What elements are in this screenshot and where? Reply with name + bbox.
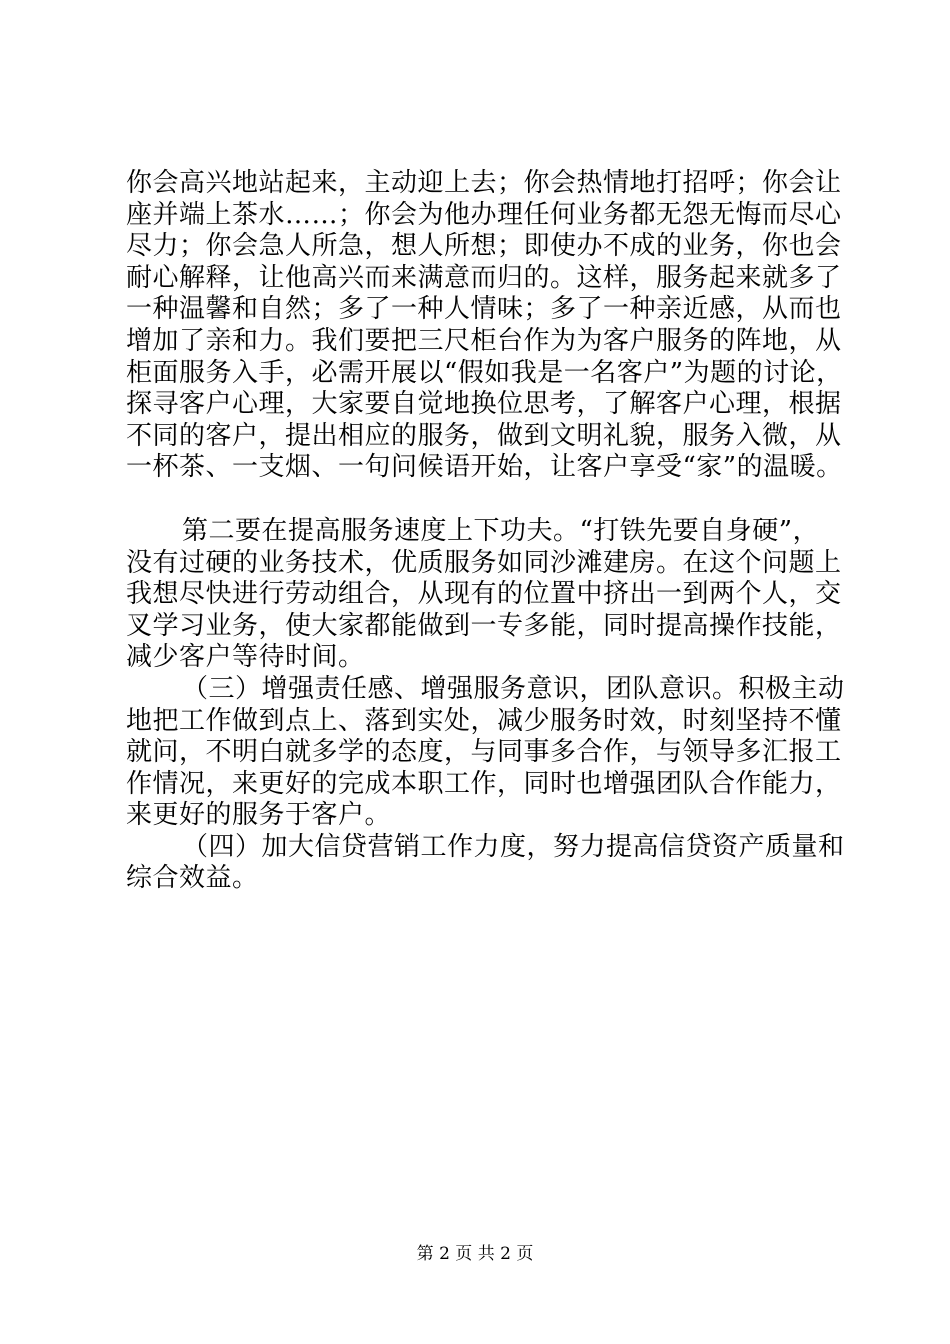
- paragraph: [126, 831, 845, 895]
- paragraph: [126, 516, 842, 674]
- paragraph-gap: [126, 484, 842, 516]
- text-line: 一种温馨和自然；多了一种人情味；多了一种亲近感，从而也: [126, 294, 842, 325]
- text-line: （三）增强责任感、增强服务意识，团队意识。积极主动: [182, 673, 845, 704]
- text-line: 我想尽快进行劳动组合，从现有的位置中挤出一到两个人，交: [126, 579, 842, 610]
- text-line: 尽力；你会急人所急，想人所想；即使办不成的业务，你也会: [126, 231, 842, 262]
- text-line: 座并端上茶水……；你会为他办理任何业务都无怨无悔而尽心: [126, 199, 842, 230]
- paragraph: [126, 168, 842, 484]
- text-line: 没有过硬的业务技术，优质服务如同沙滩建房。在这个问题上: [126, 547, 842, 578]
- text-line: 减少客户等待时间。: [126, 642, 365, 673]
- text-line: 不同的客户，提出相应的服务，做到文明礼貌，服务入微，从: [126, 420, 842, 451]
- page-number-footer: 第 2 页 共 2 页: [416, 1244, 534, 1264]
- text-line: 来更好的服务于客户。: [126, 800, 392, 831]
- text-line: （四）加大信贷营销工作力度，努力提高信贷资产质量和: [182, 831, 845, 862]
- text-line: 地把工作做到点上、落到实处，减少服务时效，时刻坚持不懂: [126, 705, 842, 736]
- text-line: 作情况，来更好的完成本职工作，同时也增强团队合作能力，: [126, 768, 842, 799]
- text-line: 耐心解释，让他高兴而来满意而归的。这样，服务起来就多了: [126, 262, 842, 293]
- text-line: 第二要在提高服务速度上下功夫。“打铁先要自身硬”，: [182, 515, 820, 546]
- text-line: 叉学习业务，使大家都能做到一专多能，同时提高操作技能，: [126, 610, 842, 641]
- text-line: 你会高兴地站起来，主动迎上去；你会热情地打招呼；你会让: [126, 168, 842, 198]
- text-line: 探寻客户心理，大家要自觉地换位思考，了解客户心理，根据: [126, 389, 842, 420]
- text-line: 增加了亲和力。我们要把三尺柜台作为为客户服务的阵地，从: [126, 325, 842, 356]
- text-line: 就问，不明白就多学的态度，与同事多合作，与领导多汇报工: [126, 737, 842, 768]
- text-line: 柜面服务入手，必需开展以“假如我是一名客户”为题的讨论，: [126, 357, 843, 388]
- paragraph: [126, 673, 845, 832]
- document-body: [126, 168, 845, 895]
- text-line: 综合效益。: [126, 863, 259, 894]
- text-line: 一杯茶、一支烟、一句问候语开始，让客户享受“家”的温暖。: [126, 452, 843, 483]
